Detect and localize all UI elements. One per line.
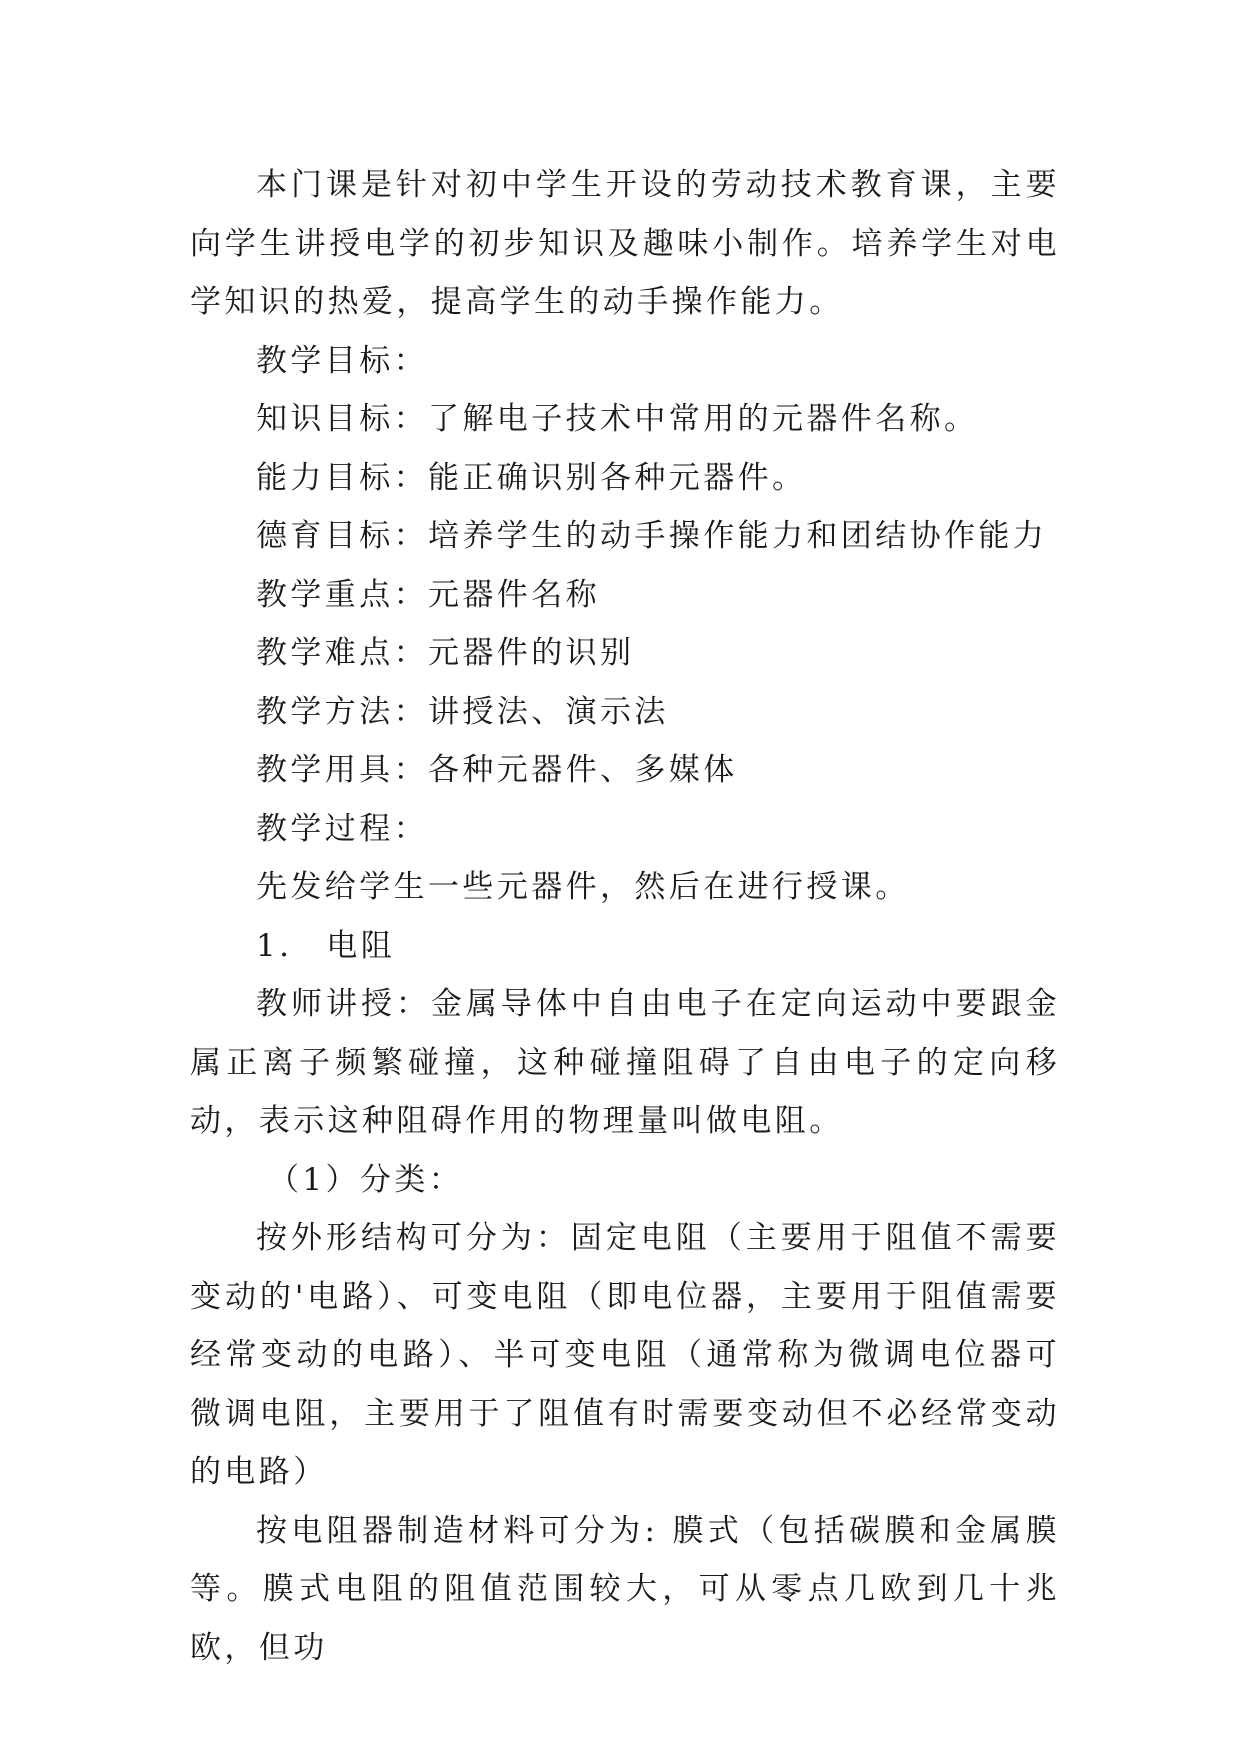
classification-by-material: 按电阻器制造材料可分为: 膜式（包括碳膜和金属膜等。膜式电阻的阻值范围较大，可从零点几欧到几十兆欧，但功 [190,1512,1060,1666]
process-heading: 教学过程： [256,810,428,847]
section-1-title: 电阻 [326,927,396,964]
process-intro: 先发给学生一些元器件，然后在进行授课。 [256,869,910,905]
document-page [190,156,1060,1677]
teacher-lecture: 教师讲授：金属导体中自由电子在定向运动中要跟金属正离子频繁碰撞，这种碰撞阻碍了自由电子的定向移动，表示这种阻碍作用的物理量叫做电阻。 [190,986,1060,1139]
teaching-tools: 教学用具：各种元器件、多媒体 [256,752,738,788]
key-point: 教学重点：元器件名称 [256,576,600,613]
classification-by-shape: 按外形结构可分为：固定电阻（主要用于阻值不需要变动的'电路）、可变电阻（即电位器，主要用于阻值需要经常变动的电路）、半可变电阻（通常称为微调电位器可微调电阻，主要用于了阻值有时需要变动但不必经常变动的电路） [190,1220,1060,1490]
moral-goal: 德育目标：培养学生的动手操作能力和团结协作能力 [256,518,1048,554]
knowledge-goal: 知识目标：了解电子技术中常用的元器件名称。 [256,401,979,437]
teaching-method: 教学方法：讲授法、演示法 [256,693,669,730]
intro-paragraph: 本门课是针对初中学生开设的劳动技术教育课，主要向学生讲授电学的初步知识及趣味小制作。培养学生对电学知识的热爱，提高学生的动手操作能力。 [190,167,1060,320]
section-1-heading [190,917,1060,976]
difficult-point: 教学难点：元器件的识别 [256,635,635,671]
classification-heading: （1）分类： [268,1161,464,1198]
ability-goal: 能力目标：能正确识别各种元器件。 [256,459,807,496]
section-1-number: 1. [256,927,293,964]
teaching-goals-heading: 教学目标： [256,342,428,379]
